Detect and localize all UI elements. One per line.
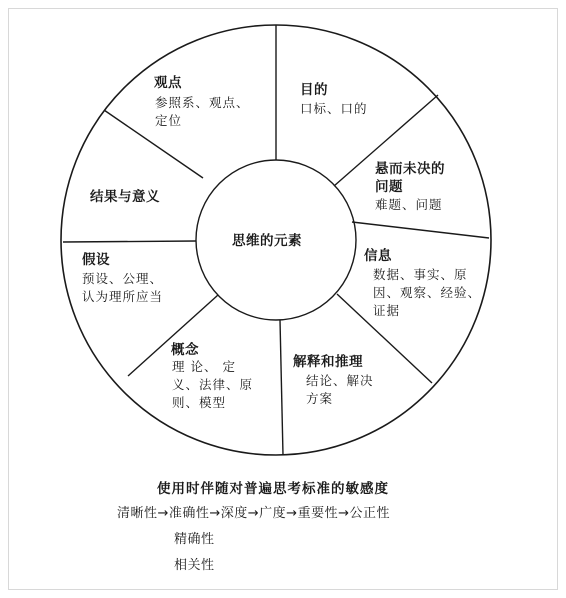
caption-title: 使用时伴随对普遍思考标准的敏感度 bbox=[157, 481, 389, 497]
segment-body-information: 数据、事实、原 因、观察、经验、 证据 bbox=[373, 267, 482, 318]
divider-bottom bbox=[280, 320, 283, 455]
segment-title-question: 悬而未决的 问题 bbox=[375, 161, 445, 195]
segment-title-information: 信息 bbox=[364, 248, 392, 264]
caption-standards-line: 清晰性→准确性→深度→广度→重要性→公正性 bbox=[117, 506, 390, 521]
segment-title-viewpoint: 观点 bbox=[154, 75, 182, 91]
segment-title-assumptions: 假设 bbox=[82, 252, 110, 268]
divider-right-upper bbox=[352, 222, 489, 238]
center-label: 思维的元素 bbox=[232, 233, 302, 249]
caption-relevance-line: 相关性 bbox=[174, 558, 215, 573]
segment-title-concepts: 概念 bbox=[171, 342, 199, 358]
segment-body-concepts: 理 论、 定 义、法律、原 则、模型 bbox=[172, 359, 254, 410]
segment-title-implications: 结果与意义 bbox=[90, 189, 160, 205]
caption-precision-line: 精确性 bbox=[174, 532, 215, 547]
segment-body-assumptions: 预设、公理、 认为理所应当 bbox=[82, 271, 164, 304]
segment-body-purpose: 口标、口的 bbox=[300, 101, 368, 116]
segment-title-inference: 解释和推理 bbox=[293, 354, 363, 370]
segment-body-question: 难题、问题 bbox=[375, 197, 443, 212]
divider-left bbox=[63, 241, 196, 242]
segment-title-purpose: 目的 bbox=[300, 82, 328, 98]
segment-body-viewpoint: 参照系、观点、 定位 bbox=[155, 95, 250, 128]
segment-body-inference: 结论、解决 方案 bbox=[306, 373, 374, 406]
